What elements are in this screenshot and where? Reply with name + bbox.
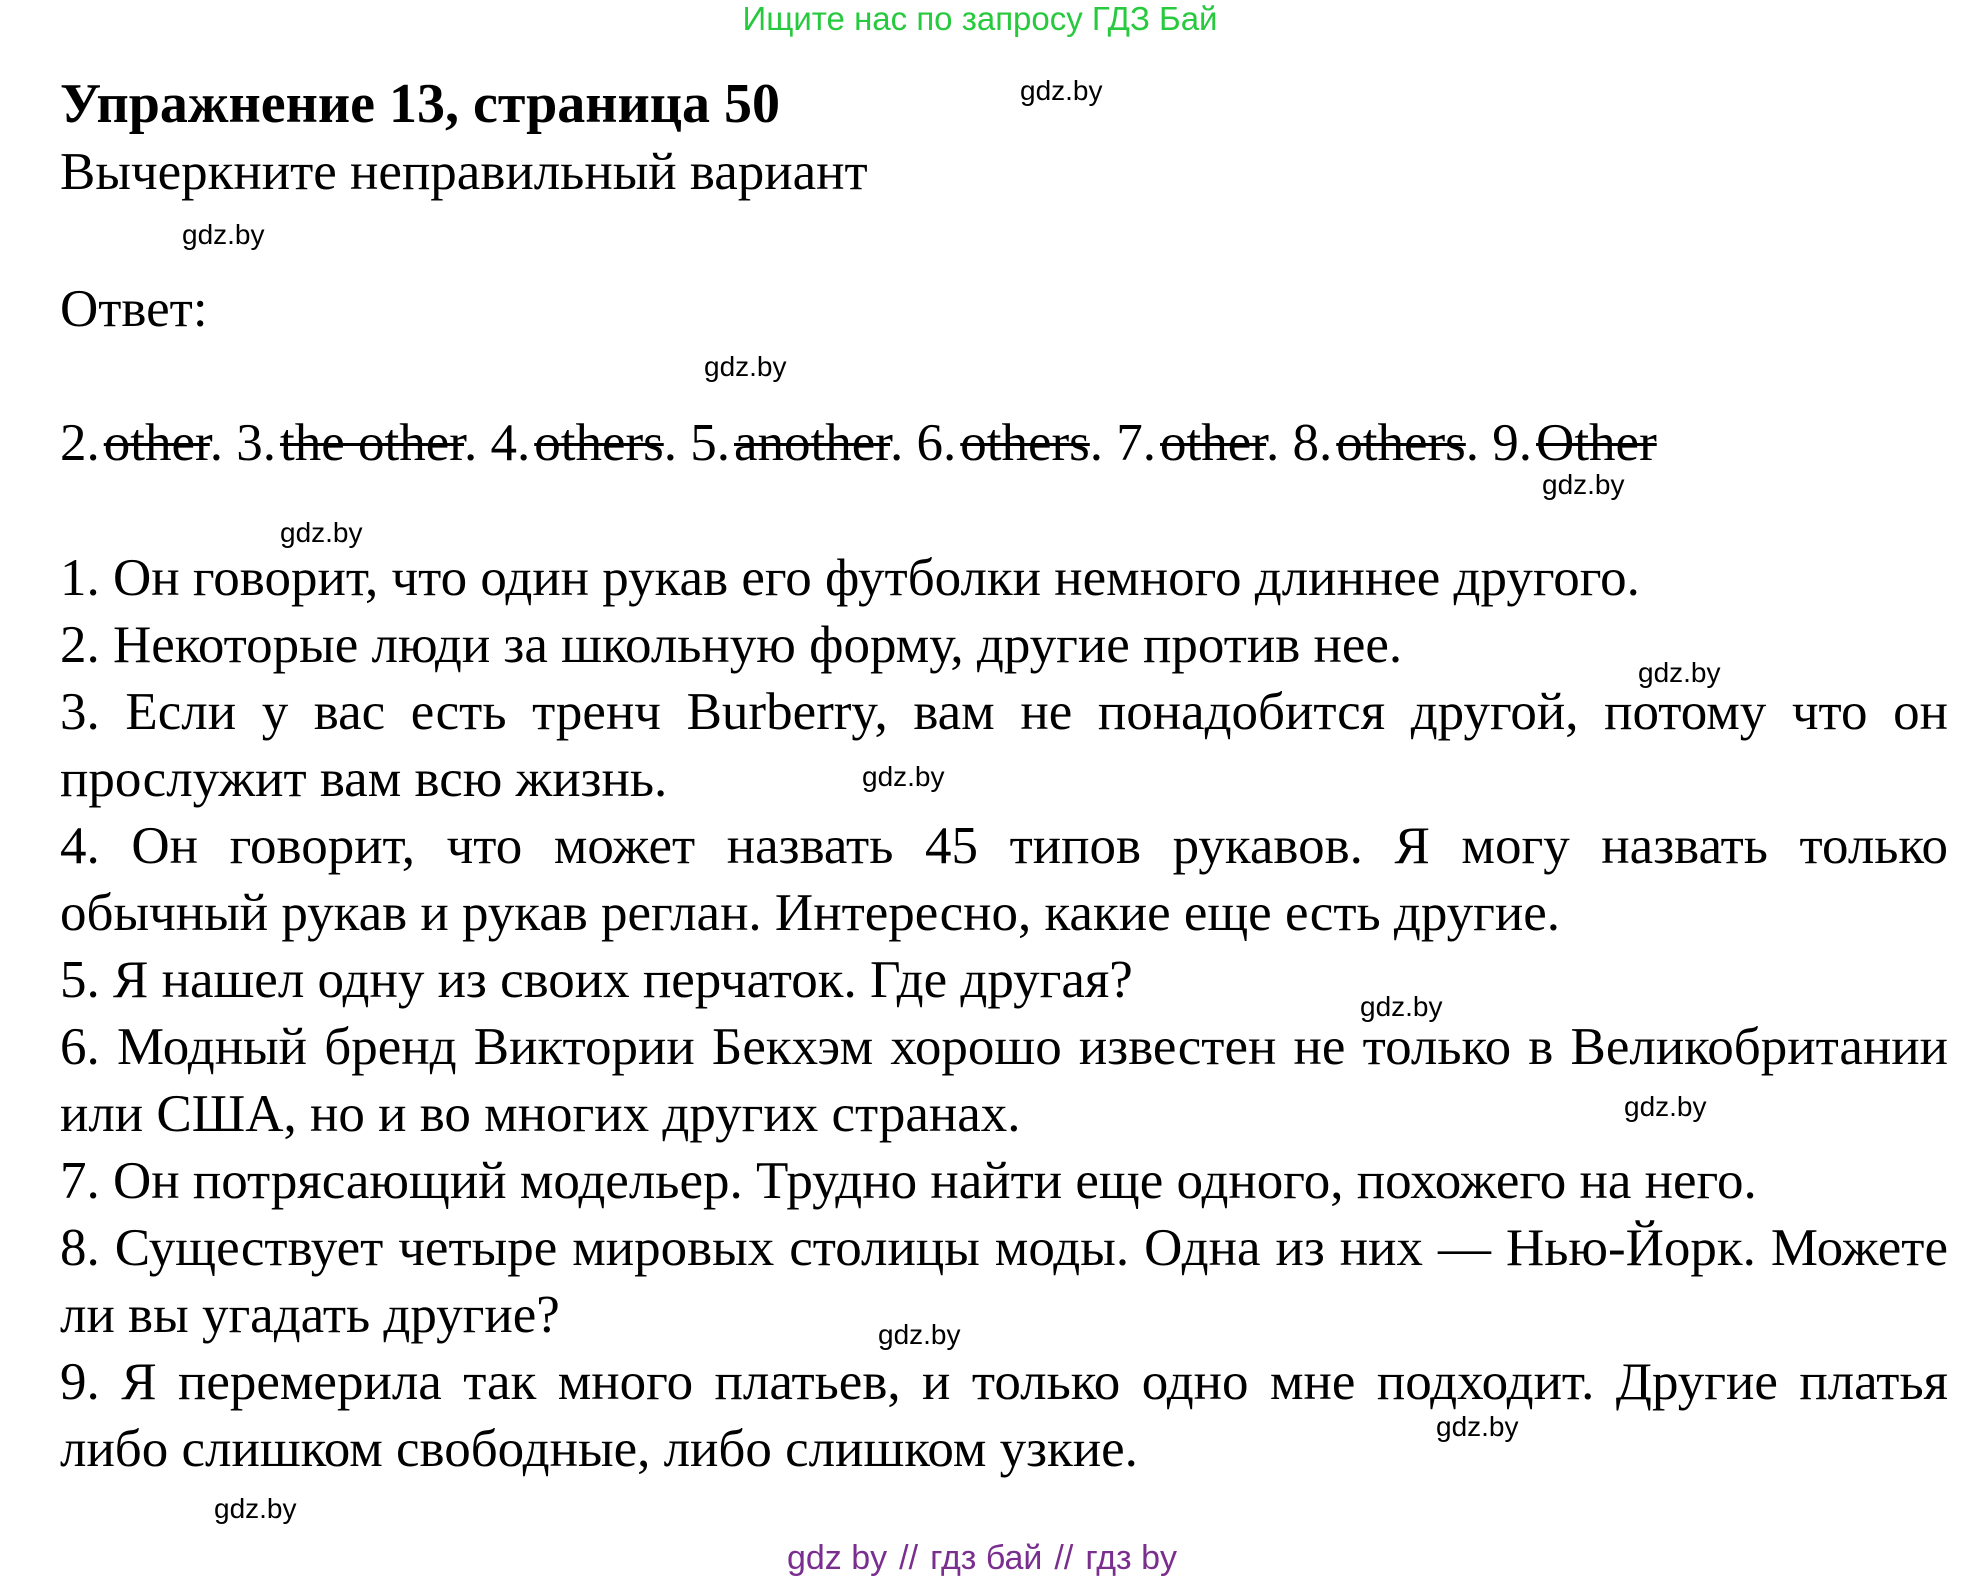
- watermark: gdz.by: [862, 761, 945, 792]
- translation-item: 3. Если у вас есть тренч Burberry, вам не понадобится другой, потому что он прослужит вам всю жизнь.: [60, 683, 1948, 808]
- translation-item: 8. Существует четыре мировых столицы моды. Одна из них — Нью-Йорк. Можете ли вы угадать другие?: [60, 1219, 1948, 1344]
- struck-word: another: [734, 414, 890, 472]
- footer-link-gdz-by-cyr[interactable]: гдз by: [1085, 1539, 1177, 1577]
- struck-word: others: [960, 414, 1090, 472]
- watermark: gdz.by: [182, 219, 265, 250]
- watermark: gdz.by: [1624, 1091, 1707, 1122]
- answer-item: 8.others.: [1292, 414, 1480, 472]
- answer-item: 3.the other.: [236, 414, 478, 472]
- struck-word: Other: [1536, 414, 1657, 472]
- translation-item: 9. Я перемерила так много платьев, и только одно мне подходит. Другие платья либо слишком свободные, либо слишком узкие.: [60, 1353, 1948, 1478]
- watermark: gdz.by: [1020, 75, 1103, 106]
- answer-line: [60, 412, 1920, 474]
- answer-item: 7.other.: [1116, 414, 1280, 472]
- translation-item: 7. Он потрясающий модельер. Трудно найти еще одного, похожего на него.: [60, 1152, 1757, 1210]
- watermark: gdz.by: [1360, 991, 1443, 1022]
- footer-link-gdz-by[interactable]: gdz by: [786, 1539, 888, 1577]
- promo-banner[interactable]: Ищите нас по запросу ГДЗ Бай: [742, 0, 1218, 37]
- footer-separator: //: [1054, 1539, 1074, 1577]
- answer-item: 2.other.: [60, 414, 223, 472]
- struck-word: other: [103, 414, 210, 472]
- struck-word: other: [1160, 414, 1267, 472]
- translation-item: 1. Он говорит, что один рукав его футболки немного длиннее другого.: [60, 549, 1640, 607]
- answer-item: 5.another.: [690, 414, 904, 472]
- struck-word: the other: [279, 414, 464, 472]
- answer-item: 9.Other: [1492, 414, 1657, 472]
- translation-item: 6. Модный бренд Виктории Бекхэм хорошо известен не только в Великобритании или США, но и во многих других странах.: [60, 1018, 1948, 1143]
- watermark: gdz.by: [704, 351, 787, 382]
- watermark: gdz.by: [878, 1319, 961, 1350]
- answer-item: 6.others.: [916, 414, 1104, 472]
- watermark: gdz.by: [280, 517, 363, 548]
- watermark: gdz.by: [214, 1493, 297, 1524]
- watermark: gdz.by: [1638, 657, 1721, 688]
- struck-word: others: [1336, 414, 1466, 472]
- translation-item: 4. Он говорит, что может назвать 45 типов рукавов. Я могу назвать только обычный рукав и рукав реглан. Интересно, какие еще есть другие.: [60, 817, 1948, 942]
- exercise-title: Упражнение 13, страница 50: [60, 73, 781, 135]
- translation-item: 5. Я нашел одну из своих перчаток. Где другая?: [60, 951, 1133, 1009]
- footer-links: [0, 1540, 1974, 1576]
- footer-link-gdz-bai[interactable]: гдз бай: [930, 1539, 1043, 1577]
- footer-separator: //: [899, 1539, 919, 1577]
- answer-label: Ответ:: [60, 280, 208, 338]
- watermark: gdz.by: [1436, 1411, 1519, 1442]
- struck-word: others: [534, 414, 664, 472]
- answer-item: 4.others.: [490, 414, 677, 472]
- exercise-instruction: Вычеркните неправильный вариант: [60, 143, 868, 201]
- translation-item: 2. Некоторые люди за школьную форму, другие против нее.: [60, 616, 1403, 674]
- watermark: gdz.by: [1542, 469, 1625, 500]
